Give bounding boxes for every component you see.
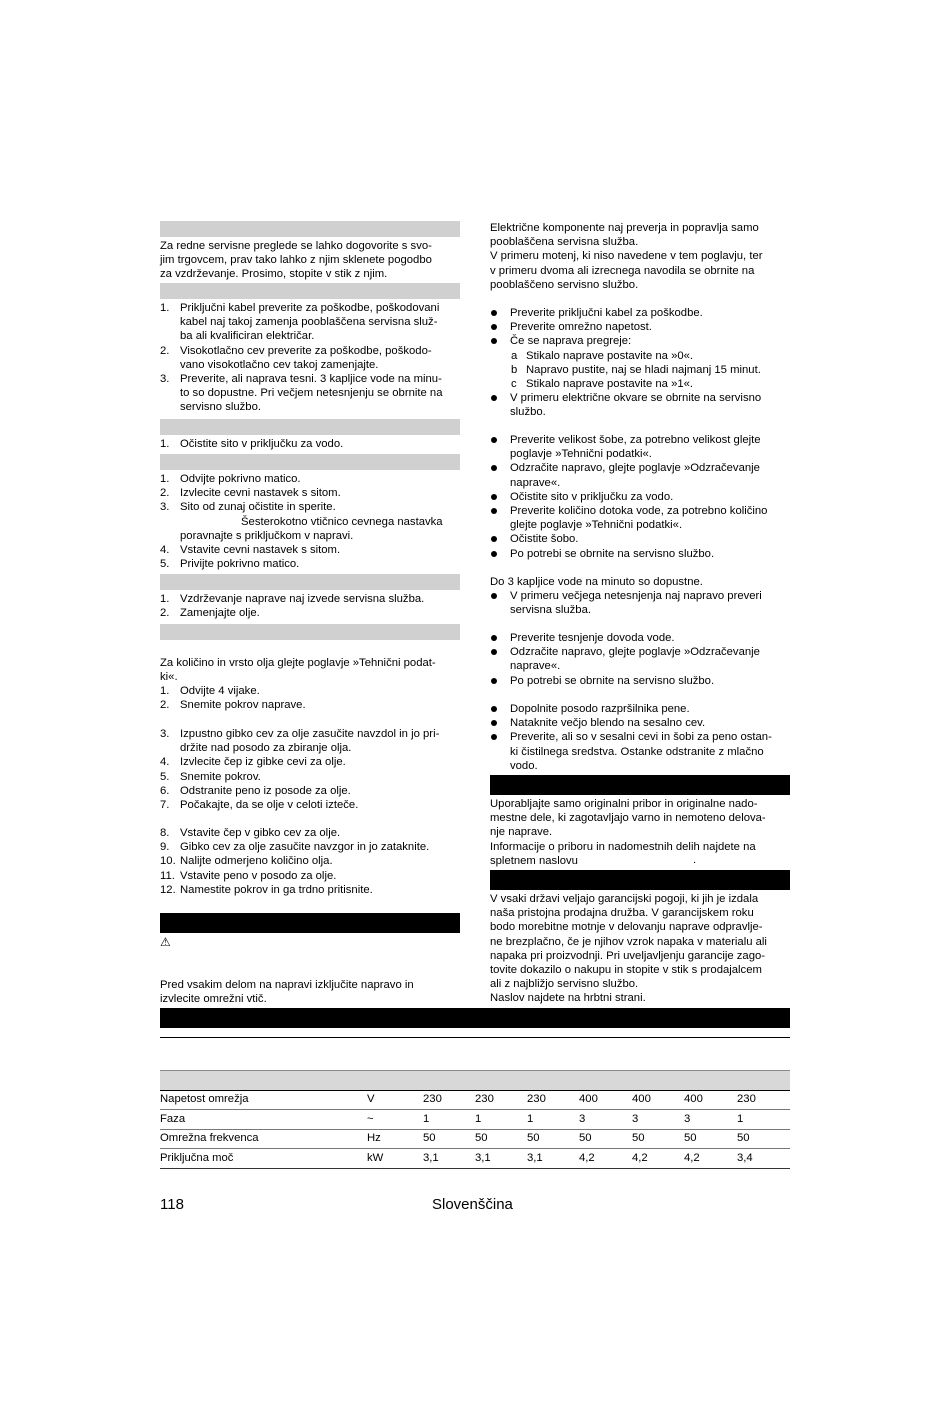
list-item-text: Preverite priključni kabel za poškodbe. bbox=[510, 307, 703, 319]
text-line: Za redne servisne preglede se lahko dogovorite s svo- bbox=[160, 240, 432, 252]
text-line: izvlecite omrežni vtič. bbox=[160, 993, 267, 1006]
list-number: 2. bbox=[160, 344, 170, 357]
sub-item-letter: c bbox=[511, 378, 517, 390]
leak-text: Do 3 kapljice vode na minuto so dopustne. bbox=[490, 576, 703, 588]
text-line: Informacije o priboru in nadomestnih delih najdete na bbox=[490, 840, 756, 853]
section-header-bar bbox=[160, 454, 460, 470]
list-number: 4. bbox=[160, 544, 170, 556]
list-number: 3. bbox=[160, 728, 170, 740]
text-line: Pred vsakim delom na napravi izključite napravo in bbox=[160, 979, 414, 991]
list-item-text: ki čistilnega sredstva. Ostanke odstranite z mlačno bbox=[510, 745, 764, 758]
list-number: 8. bbox=[160, 827, 170, 839]
row-value: 3 bbox=[632, 1113, 639, 1125]
text-line: Električne komponente naj preverja in popravlja samo bbox=[490, 222, 759, 234]
text-line: napaka pri proizvodnji. Pri uveljavljenju garancije zago- bbox=[490, 949, 766, 962]
list-number: 11. bbox=[160, 869, 175, 882]
list-item-text: kabel naj takoj zamenja pooblaščena servisna služ- bbox=[180, 316, 438, 329]
list-item-text: ba ali kvalificiran električar. bbox=[180, 330, 315, 343]
list-item-text: Odstranite peno iz posode za olje. bbox=[180, 784, 351, 797]
row-value: 3 bbox=[684, 1113, 691, 1125]
row-value: 1 bbox=[527, 1113, 534, 1125]
list-number: 3. bbox=[160, 501, 170, 514]
list-item-text: naprave«. bbox=[510, 660, 561, 673]
list-number: 12. bbox=[160, 883, 176, 896]
bullet-icon bbox=[491, 508, 497, 514]
list-item-text: servisno službo. bbox=[180, 401, 261, 414]
table-header-band bbox=[160, 1070, 790, 1091]
row-label: Omrežna frekvenca bbox=[160, 1132, 259, 1144]
bullet-icon bbox=[491, 338, 497, 344]
list-item-text: Nataknite večjo blendo na sesalno cev. bbox=[510, 717, 706, 730]
row-separator bbox=[160, 1168, 790, 1169]
list-item-text: Po potrebi se obrnite na servisno službo. bbox=[510, 674, 715, 687]
bullet-icon bbox=[491, 593, 497, 599]
sub-item-letter: a bbox=[511, 349, 518, 362]
row-value: 400 bbox=[684, 1093, 703, 1105]
list-item-text: Odvijte 4 vijake. bbox=[180, 685, 260, 697]
list-number: 9. bbox=[160, 841, 170, 854]
list-number: 2. bbox=[160, 487, 170, 500]
bullet-icon bbox=[491, 437, 497, 443]
list-number: 1. bbox=[160, 438, 170, 450]
sub-item-letter: b bbox=[511, 363, 518, 376]
section-header-bar-black bbox=[490, 870, 790, 890]
list-number: 7. bbox=[160, 799, 170, 811]
bullet-icon bbox=[491, 551, 497, 557]
accessories-url-dot: . bbox=[693, 854, 697, 866]
warning-icon: ⚠ bbox=[160, 935, 171, 949]
list-item-text: službo. bbox=[510, 406, 546, 419]
list-item-text: Preverite omrežno napetost. bbox=[510, 321, 652, 334]
row-value: 50 bbox=[632, 1132, 645, 1144]
list-item-text: Priključni kabel preverite za poškodbe, poškodovani bbox=[180, 302, 440, 314]
text-line: Uporabljajte samo originalni pribor in originalne nado- bbox=[490, 798, 758, 810]
list-number: 5. bbox=[160, 558, 170, 571]
text-line: V primeru motenj, ki niso navedene v tem poglavju, ter bbox=[490, 250, 763, 263]
list-item-text: Preverite velikost šobe, za potrebno velikost glejte bbox=[510, 434, 761, 446]
row-value: 400 bbox=[579, 1093, 598, 1105]
list-item-text: Vstavite peno v posodo za olje. bbox=[180, 869, 337, 882]
row-value: 4,2 bbox=[579, 1152, 595, 1164]
row-value: 1 bbox=[475, 1113, 482, 1125]
row-value: 3,1 bbox=[527, 1152, 543, 1164]
list-item-text: Visokotlačno cev preverite za poškodbe, poškodo- bbox=[180, 344, 432, 357]
section-header-bar-black bbox=[490, 775, 790, 795]
list-number: 1. bbox=[160, 302, 170, 314]
divider bbox=[160, 1037, 790, 1038]
list-number: 1. bbox=[160, 685, 170, 697]
section-header-bar bbox=[160, 221, 460, 237]
language-label: Slovenščina bbox=[432, 1196, 513, 1213]
list-item-text: Izpustno gibko cev za olje zasučite navzdol in jo pri- bbox=[180, 728, 440, 740]
text-line: spletnem naslovu bbox=[490, 854, 578, 867]
row-label: Napetost omrežja bbox=[160, 1093, 249, 1105]
bullet-icon bbox=[491, 734, 497, 740]
list-item-text: glejte poglavje »Tehnični podatki«. bbox=[510, 519, 683, 532]
text-line: ne brezplačno, če je njihov vzrok napaka v materialu ali bbox=[490, 935, 767, 948]
text-line: Za količino in vrsto olja glejte poglavje »Tehnični podat- bbox=[160, 657, 436, 669]
text-line: jim trgovcem, prav tako lahko z njim sklenete pogodbo bbox=[160, 254, 432, 267]
list-item-text: Če se naprava pregreje: bbox=[510, 335, 632, 348]
text-line: ki«. bbox=[160, 671, 178, 684]
bullet-icon bbox=[491, 465, 497, 471]
row-value: 230 bbox=[423, 1093, 442, 1105]
page-number: 118 bbox=[160, 1196, 184, 1213]
text-line: za vzdrževanje. Prosimo, stopite v stik z njim. bbox=[160, 268, 388, 281]
list-item-text: Vstavite cevni nastavek s sitom. bbox=[180, 544, 341, 556]
bullet-icon bbox=[491, 395, 497, 401]
section-header-bar-black bbox=[160, 913, 460, 933]
list-item-text: Odvijte pokrivno matico. bbox=[180, 473, 301, 485]
row-value: 3,1 bbox=[423, 1152, 439, 1164]
row-value: 3 bbox=[579, 1113, 586, 1125]
row-separator bbox=[160, 1129, 790, 1130]
bullet-icon bbox=[491, 310, 497, 316]
list-item-text: Očistite šobo. bbox=[510, 533, 579, 546]
row-value: 50 bbox=[527, 1132, 540, 1144]
row-value: 4,2 bbox=[632, 1152, 648, 1164]
row-unit: V bbox=[367, 1093, 375, 1105]
list-item-text: vano visokotlačno cev takoj zamenjajte. bbox=[180, 358, 379, 371]
bullet-icon bbox=[491, 494, 497, 500]
row-value: 400 bbox=[632, 1093, 651, 1105]
list-item-text: Izvlecite čep iz gibke cevi za olje. bbox=[180, 756, 346, 769]
row-value: 3,1 bbox=[475, 1152, 491, 1164]
list-number: 1. bbox=[160, 593, 170, 605]
list-item-text: V primeru večjega netesnjenja naj napravo preveri bbox=[510, 590, 762, 602]
section-header-bar bbox=[160, 419, 460, 435]
list-item-text: Očistite sito v priključku za vodo. bbox=[510, 490, 674, 503]
row-value: 1 bbox=[423, 1113, 430, 1125]
list-item-text: Snemite pokrov naprave. bbox=[180, 699, 306, 712]
list-item-text: Gibko cev za olje zasučite navzgor in jo zataknite. bbox=[180, 841, 430, 854]
text-line: nje naprave. bbox=[490, 826, 553, 839]
list-item-text: Vstavite čep v gibko cev za olje. bbox=[180, 827, 341, 839]
list-item-text: Namestite pokrov in ga trdno pritisnite. bbox=[180, 883, 373, 896]
bullet-icon bbox=[491, 536, 497, 542]
row-value: 230 bbox=[527, 1093, 546, 1105]
bullet-icon bbox=[491, 678, 497, 684]
row-value: 50 bbox=[684, 1132, 697, 1144]
row-unit: kW bbox=[367, 1152, 384, 1164]
list-item-text: Dopolnite posodo razpršilnika pene. bbox=[510, 703, 690, 715]
technical-data-header-bar bbox=[160, 1008, 790, 1028]
row-value: 230 bbox=[475, 1093, 494, 1105]
bullet-icon bbox=[491, 649, 497, 655]
list-item-text: Napravo pustite, naj se hladi najmanj 15 minut. bbox=[526, 363, 761, 376]
row-value: 3,4 bbox=[737, 1152, 753, 1164]
list-item-text: V primeru električne okvare se obrnite na servisno bbox=[510, 392, 762, 405]
bullet-icon bbox=[491, 720, 497, 726]
row-label: Faza bbox=[160, 1113, 186, 1125]
list-item-text: Odzračite napravo, glejte poglavje »Odzračevanje bbox=[510, 646, 760, 659]
list-item-text: Privijte pokrivno matico. bbox=[180, 558, 300, 571]
row-separator bbox=[160, 1148, 790, 1149]
text-line: bodo morebitne motnje v delovanju naprave odpravlje- bbox=[490, 921, 763, 934]
list-number: 6. bbox=[160, 784, 170, 797]
list-number: 4. bbox=[160, 756, 170, 769]
list-item-text: poravnajte s priključkom v napravi. bbox=[180, 529, 354, 542]
bullet-icon bbox=[491, 324, 497, 330]
row-value: 50 bbox=[423, 1132, 436, 1144]
list-item-text: to so dopustne. Pri večjem netesnjenju se obrnite na bbox=[180, 387, 443, 400]
list-item-text: Stikalo naprave postavite na »1«. bbox=[526, 378, 694, 390]
bullet-icon bbox=[491, 706, 497, 712]
text-line: ali z najbližjo servisno službo. bbox=[490, 978, 639, 991]
list-number: 2. bbox=[160, 699, 170, 712]
row-value: 1 bbox=[737, 1113, 744, 1125]
text-line: Naslov najdete na hrbtni strani. bbox=[490, 992, 646, 1005]
list-item-text: Zamenjajte olje. bbox=[180, 607, 260, 620]
text-line: mestne dele, ki zagotavljajo varno in nemoteno delova- bbox=[490, 812, 766, 825]
row-label: Priključna moč bbox=[160, 1152, 234, 1164]
bullet-icon bbox=[491, 635, 497, 641]
section-header-bar bbox=[160, 283, 460, 299]
list-item-text: vodo. bbox=[510, 759, 538, 772]
row-unit: ~ bbox=[367, 1113, 374, 1125]
list-item-text: Očistite sito v priključku za vodo. bbox=[180, 438, 344, 450]
list-number: 3. bbox=[160, 373, 170, 385]
list-item-text: naprave«. bbox=[510, 476, 561, 489]
list-item-text: Nalijte odmerjeno količino olja. bbox=[180, 855, 333, 868]
row-value: 230 bbox=[737, 1093, 756, 1105]
list-item-text: Počakajte, da se olje v celoti izteče. bbox=[180, 799, 359, 811]
list-item-text: Preverite tesnjenje dovoda vode. bbox=[510, 632, 675, 644]
list-item-text: Šesterokotno vtičnico cevnega nastavka bbox=[241, 515, 443, 528]
row-separator bbox=[160, 1109, 790, 1110]
list-item-text: Stikalo naprave postavite na »0«. bbox=[526, 349, 694, 362]
list-number: 2. bbox=[160, 607, 170, 620]
list-item-text: Snemite pokrov. bbox=[180, 770, 261, 783]
list-item-text: Vzdrževanje naprave naj izvede servisna služba. bbox=[180, 593, 425, 605]
row-unit: Hz bbox=[367, 1132, 381, 1144]
row-value: 4,2 bbox=[684, 1152, 700, 1164]
row-value: 50 bbox=[475, 1132, 488, 1144]
text-line: pooblaščeno servisno službo. bbox=[490, 278, 639, 291]
list-item-text: držite nad posodo za zbiranje olja. bbox=[180, 742, 352, 755]
text-line: v primeru dvoma ali izrecnega navodila se obrnite na bbox=[490, 264, 755, 277]
list-number: 10. bbox=[160, 855, 176, 868]
list-item-text: Odzračite napravo, glejte poglavje »Odzračevanje bbox=[510, 462, 760, 475]
list-item-text: Po potrebi se obrnite na servisno službo. bbox=[510, 547, 715, 560]
list-item-text: Izvlecite cevni nastavek s sitom. bbox=[180, 487, 341, 500]
list-number: 1. bbox=[160, 473, 170, 485]
row-value: 50 bbox=[579, 1132, 592, 1144]
section-header-bar bbox=[160, 624, 460, 640]
list-item-text: Preverite, ali so v sesalni cevi in šobi za peno ostan- bbox=[510, 731, 772, 744]
row-value: 50 bbox=[737, 1132, 750, 1144]
text-line: pooblaščena servisna služba. bbox=[490, 236, 639, 249]
list-number: 5. bbox=[160, 770, 170, 783]
list-item-text: Sito od zunaj očistite in sperite. bbox=[180, 501, 336, 514]
text-line: tovite dokazilo o nakupu in stopite v stik s prodajalcem bbox=[490, 964, 762, 976]
section-header-bar bbox=[160, 574, 460, 590]
text-line: naša pristojna prodajna družba. V garancijskem roku bbox=[490, 907, 754, 920]
list-item-text: Preverite količino dotoka vode, za potrebno količino bbox=[510, 505, 768, 517]
list-item-text: servisna služba. bbox=[510, 604, 591, 617]
text-line: V vsaki državi veljajo garancijski pogoji, ki jih je izdala bbox=[490, 893, 759, 905]
list-item-text: Preverite, ali naprava tesni. 3 kapljice vode na minu- bbox=[180, 373, 442, 385]
list-item-text: poglavje »Tehnični podatki«. bbox=[510, 448, 652, 461]
